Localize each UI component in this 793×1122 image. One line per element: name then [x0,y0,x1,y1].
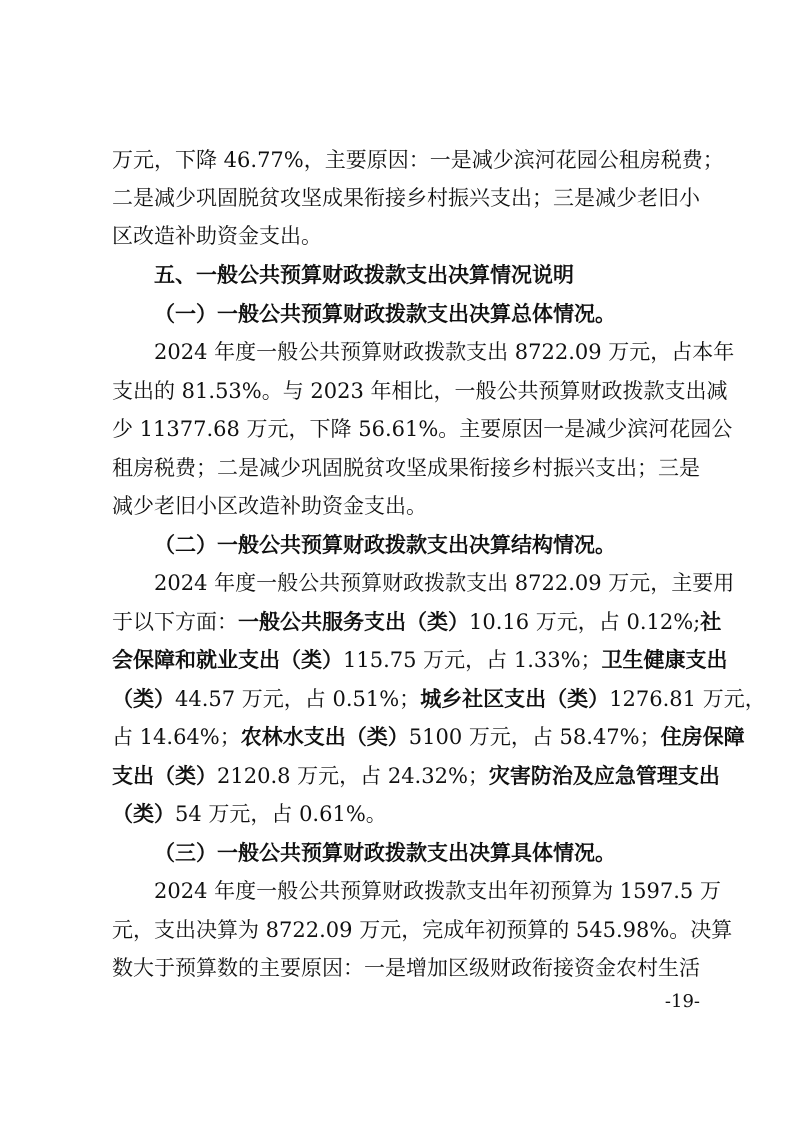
bold-text-segment: （一）一般公共预算财政拨款支出决算总体情况。 [154,301,616,326]
text-line [154,527,692,563]
bold-text-segment: （类） [112,801,175,826]
bold-text-segment: 一般公共服务支出（类） [238,609,469,634]
text-segment: 元，支出决算为 8722.09 万元，完成年初预算的 545.98%。决算 [112,918,733,942]
text-line [112,450,700,486]
bold-text-segment: （二）一般公共预算财政拨款支出决算结构情况。 [154,532,616,557]
bold-text-segment: 卫生健康支出 [601,647,728,672]
text-line [112,604,722,640]
bold-text-segment: 住房保障 [660,724,745,749]
text-line [154,334,735,370]
text-line [112,488,692,524]
bold-text-segment: 城乡社区支出（类） [420,686,610,711]
text-line [112,373,728,409]
bold-text-segment: 社 [700,609,722,634]
bold-text-segment: 五、一般公共预算财政拨款支出决算情况说明 [154,262,574,287]
text-line [154,873,721,909]
text-segment: 2024 年度一般公共预算财政拨款支出 8722.09 万元，主要用 [154,571,735,595]
text-segment: 于以下方面： [112,610,238,634]
text-segment: 少 11377.68 万元，下降 56.61%。主要原因一是减少滨河花园公 [112,417,733,441]
bold-text-segment: （三）一般公共预算财政拨款支出决算具体情况。 [154,840,616,865]
text-line [112,796,692,832]
text-segment: 2024 年度一般公共预算财政拨款支出年初预算为 1597.5 万 [154,879,721,903]
text-segment: 租房税费；二是减少巩固脱贫攻坚成果衔接乡村振兴支出；三是 [112,456,700,480]
text-segment: 54 万元，占 0.61%。 [175,802,387,826]
text-line [112,950,700,986]
text-segment: 5100 万元，占 58.47%； [408,725,661,749]
bold-text-segment: （类） [112,686,175,711]
text-line [112,180,700,216]
text-segment: 区改造补助资金支出。 [112,224,322,248]
bold-text-segment: 农林水支出（类） [240,724,409,749]
bold-text-segment: 灾害防治及应急管理支出 [488,763,720,788]
text-line [154,835,692,871]
text-segment: 支出的 81.53%。与 2023 年相比，一般公共预算财政拨款支出减 [112,379,728,403]
text-segment: 占 14.64%； [112,725,241,749]
text-segment: 115.75 万元，占 1.33%； [343,648,602,672]
text-segment: 万元，下降 46.77%，主要原因：一是减少滨河花园公租房税费； [112,148,724,172]
bold-text-segment: 支出（类） [112,763,217,788]
text-segment: 44.57 万元，占 0.51%； [175,687,421,711]
text-segment: 2120.8 万元，占 24.32%； [217,764,489,788]
text-segment: 二是减少巩固脱贫攻坚成果衔接乡村振兴支出；三是减少老旧小 [112,186,700,210]
text-line [154,257,692,293]
text-line [112,411,733,447]
text-line [112,912,733,948]
text-line [154,296,692,332]
bold-text-segment: 会保障和就业支出（类） [112,647,343,672]
text-line [154,565,735,601]
text-segment: 减少老旧小区改造补助资金支出。 [112,494,427,518]
text-line [112,719,745,755]
text-segment: 10.16 万元，占 0.12%; [469,610,701,634]
text-line [112,142,724,178]
text-line [112,758,720,794]
text-line [112,681,766,717]
text-line [112,218,692,254]
text-line [112,642,728,678]
text-segment: 数大于预算数的主要原因：一是增加区级财政衔接资金农村生活 [112,956,700,980]
text-segment: 2024 年度一般公共预算财政拨款支出 8722.09 万元，占本年 [154,340,735,364]
text-segment: 1276.81 万元， [609,687,766,711]
page-number: -19- [664,991,700,1012]
